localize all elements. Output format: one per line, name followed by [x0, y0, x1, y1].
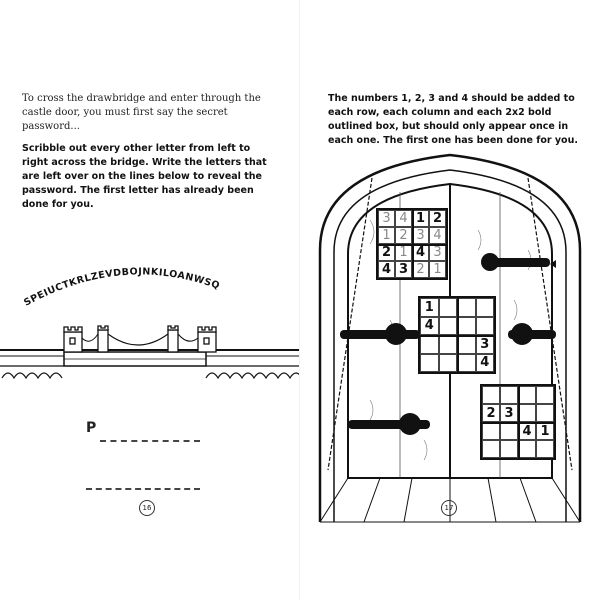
cell-r3c1: 2	[378, 244, 395, 261]
right-page	[300, 0, 600, 600]
sudoku-example-grid	[376, 208, 448, 280]
cell-r1c2[interactable]	[439, 298, 458, 317]
cell-r2c4: 4	[429, 227, 446, 244]
cell-r2c4[interactable]	[536, 404, 554, 422]
cell-r2c1[interactable]: 4	[420, 317, 439, 336]
answer-line-1[interactable]	[100, 440, 200, 442]
cell-r4c3[interactable]	[457, 354, 476, 373]
cell-r4c3: 2	[412, 261, 429, 278]
cell-r1c1[interactable]: 1	[420, 298, 439, 317]
cell-r4c4: 1	[429, 261, 446, 278]
cell-r3c2[interactable]	[500, 422, 518, 440]
cell-r3c3: 4	[412, 244, 429, 261]
box-divider-horizontal	[482, 422, 554, 424]
cell-r3c4[interactable]: 1	[536, 422, 554, 440]
cell-r1c3[interactable]	[457, 298, 476, 317]
cell-r2c4[interactable]	[476, 317, 495, 336]
cell-r2c3: 3	[412, 227, 429, 244]
letter-arc-text: SPEIUCTKRLZEVDBOJNKILOANWSQ	[22, 266, 222, 309]
first-letter: P	[86, 420, 97, 436]
cell-r2c3[interactable]	[518, 404, 536, 422]
cell-r3c1[interactable]	[420, 335, 439, 354]
right-embankment	[206, 366, 300, 378]
cell-r3c4[interactable]: 3	[476, 335, 495, 354]
cell-r4c2: 3	[395, 261, 412, 278]
cell-r3c3[interactable]	[457, 335, 476, 354]
cell-r2c2[interactable]: 3	[500, 404, 518, 422]
cell-r1c3[interactable]	[518, 386, 536, 404]
cell-r4c4[interactable]: 4	[476, 354, 495, 373]
cell-r1c2[interactable]	[500, 386, 518, 404]
cell-r3c4: 3	[429, 244, 446, 261]
cell-r2c1[interactable]: 2	[482, 404, 500, 422]
cell-r2c2: 2	[395, 227, 412, 244]
sudoku-puzzle-2	[480, 384, 556, 460]
cell-r4c1[interactable]	[420, 354, 439, 373]
cell-r4c2[interactable]	[500, 440, 518, 458]
cell-r1c4[interactable]	[476, 298, 495, 317]
page-number-right: 17	[441, 500, 457, 516]
left-embankment	[0, 366, 64, 378]
page-number-left: 16	[139, 500, 155, 516]
cell-r2c2[interactable]	[439, 317, 458, 336]
cell-r4c1: 4	[378, 261, 395, 278]
cell-r3c3[interactable]: 4	[518, 422, 536, 440]
right-tower	[198, 327, 216, 352]
left-tower	[64, 327, 82, 352]
cell-r4c4[interactable]	[536, 440, 554, 458]
cell-r1c4: 2	[429, 210, 446, 227]
cell-r1c4[interactable]	[536, 386, 554, 404]
cell-r1c1: 3	[378, 210, 395, 227]
bridge-instructions: Scribble out every other letter from left to right across the bridge. Write the letters that are left over on the lines below to reveal the password. The first letter has already been done for you.	[22, 143, 267, 210]
cell-r3c2[interactable]	[439, 335, 458, 354]
letter-arc	[22, 266, 221, 308]
intro-text: To cross the drawbridge and enter through the castle door, you must first say the secret password...	[22, 93, 261, 132]
cell-r4c3[interactable]	[518, 440, 536, 458]
cell-r4c1[interactable]	[482, 440, 500, 458]
cell-r2c1: 1	[378, 227, 395, 244]
cell-r3c2: 1	[395, 244, 412, 261]
sudoku-puzzle-1	[418, 296, 496, 374]
sudoku-instructions: The numbers 1, 2, 3 and 4 should be added to each row, each column and each 2x2 bold outlined box, but should only appear once in each one. The first one has been done for you.	[328, 93, 578, 146]
cell-r1c2: 4	[395, 210, 412, 227]
cell-r4c2[interactable]	[439, 354, 458, 373]
suspension-towers	[98, 326, 178, 352]
box-divider-horizontal	[378, 244, 446, 246]
cell-r3c1[interactable]	[482, 422, 500, 440]
answer-line-2[interactable]	[86, 488, 200, 490]
box-divider-horizontal	[420, 335, 494, 337]
cell-r1c3: 1	[412, 210, 429, 227]
cell-r1c1[interactable]	[482, 386, 500, 404]
cell-r2c3[interactable]	[457, 317, 476, 336]
